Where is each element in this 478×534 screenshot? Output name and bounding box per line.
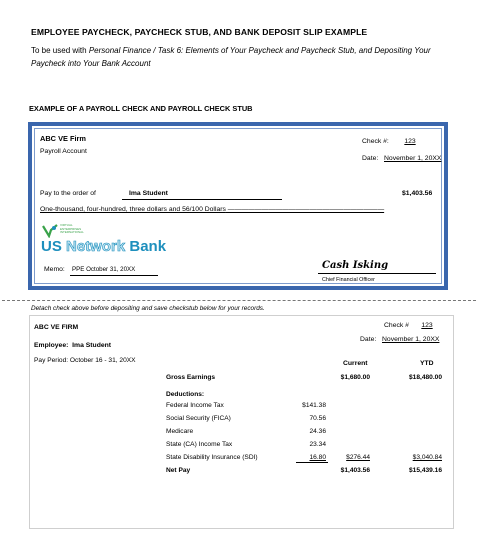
col-current-header: Current: [343, 360, 368, 367]
gross-earnings-label: Gross Earnings: [166, 374, 216, 381]
stub-date-label: Date:: [360, 336, 377, 343]
stub-firm-name: ABC VE FIRM: [34, 324, 79, 331]
check-number: 123: [404, 138, 416, 145]
bank-logo-icon: [42, 224, 58, 238]
stub-employee: Employee: Ima Student: [34, 342, 112, 349]
intro-line-2: Paycheck into Your Bank Account: [31, 59, 151, 68]
stub-check-number: 123: [421, 322, 433, 329]
bank-logo: VIRTUAL ENTERPRISES INTERNATIONAL US Network Bank: [41, 223, 167, 255]
stub-check-label: Check #: [384, 322, 409, 329]
memo-label: Memo:: [44, 266, 65, 273]
check-date-label: Date:: [362, 155, 379, 162]
amount-in-words: One-thousand, four-hundred, three dollars and 56/100 Dollars ———————————————————————: [40, 206, 385, 213]
pay-to-label: Pay to the order of: [40, 190, 96, 197]
net-pay-label: Net Pay: [166, 467, 191, 474]
deductions-total-ytd: $3,040.84: [412, 454, 442, 461]
net-pay-current: $1,403.56: [340, 467, 370, 474]
page-title: EMPLOYEE PAYCHECK, PAYCHECK STUB, AND BANK DEPOSIT SLIP EXAMPLE: [31, 27, 368, 37]
check-account: Payroll Account: [40, 148, 87, 155]
net-pay-ytd: $15,439.16: [408, 467, 442, 474]
payee-name: Ima Student: [129, 190, 168, 197]
check-date: November 1, 20XX: [384, 155, 442, 162]
deductions-label: Deductions:: [166, 391, 205, 398]
col-ytd-header: YTD: [420, 360, 434, 367]
check-amount: $1,403.56: [402, 190, 433, 197]
intro-line-1: To be used with Personal Finance / Task 6: Elements of Your Paycheck and Paycheck Stub, and Depositing Your: [31, 46, 431, 55]
gross-current: $1,680.00: [340, 374, 370, 381]
detach-note: Detach check above before depositing and save checkstub below for your records.: [31, 305, 265, 312]
stub-date: November 1, 20XX: [382, 336, 440, 343]
detach-line: [2, 300, 476, 301]
signer-title: Chief Financial Officer: [322, 277, 375, 283]
gross-ytd: $18,480.00: [408, 374, 442, 381]
section-heading: EXAMPLE OF A PAYROLL CHECK AND PAYROLL CHECK STUB: [29, 104, 253, 113]
signature: Cash Isking: [322, 260, 389, 271]
payroll-check: [28, 122, 448, 290]
check-stub: ABC VE FIRM Employee: Ima Student Pay Period: October 16 - 31, 20XX Check # 123 Date: November 1, 20XX Current YTD Gross Earnings $1,680.00 $18,480.00 Deductions: Federal Income Tax $141.38 Social Security (FICA) 70.56 Medicare 24.36 State (CA) Income Tax 23.34 State Disability Insurance (SDI) 16.80 $276.44 $3,040.84 Net Pay $1,403.56 $15,439.16: [29, 315, 454, 529]
stub-pay-period: Pay Period: October 16 - 31, 20XX: [34, 357, 136, 364]
check-firm-name: ABC VE Firm: [40, 134, 86, 143]
memo-value: PPE October 31, 20XX: [72, 266, 136, 273]
check-number-label: Check #:: [362, 138, 389, 145]
deductions-total-current: $276.44: [346, 454, 370, 461]
